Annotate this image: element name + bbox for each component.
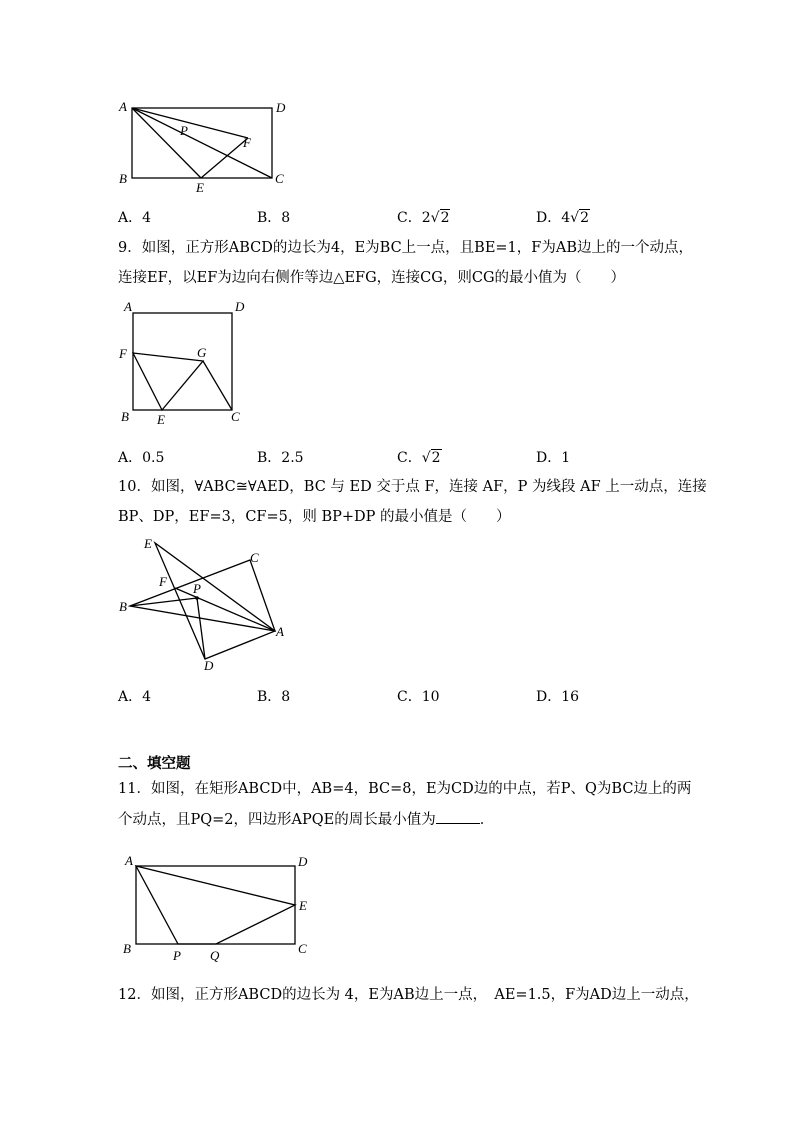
q9-label-C: C	[231, 409, 240, 424]
q9-figure	[115, 297, 255, 432]
q9-choice-d[interactable]: D．1	[536, 450, 571, 466]
q11-rectangle	[136, 866, 295, 944]
q9-line-CG	[203, 361, 232, 410]
q11-question-line-1: 11．如图，在矩形ABCD中，AB=4，BC=8，E为CD边的中点，若P、Q为BC边上的两	[118, 781, 692, 797]
sqrt-symbol: √2	[570, 210, 589, 226]
q11-label-Q: Q	[210, 948, 220, 963]
q10-question-line-2: BP、DP，EF=3，CF=5，则 BP+DP 的最小值是（ ）	[118, 509, 511, 525]
sqrt-symbol: √2	[421, 450, 441, 466]
q8-label-A: A	[119, 99, 127, 114]
q10-choice-a[interactable]: A．4	[118, 689, 152, 705]
q11-question-line-2: 个动点，且PQ=2，四边形APQE的周长最小值为 ．	[118, 809, 494, 830]
q9-label-B: B	[121, 409, 129, 424]
q8-choice-b[interactable]: B．8	[257, 210, 291, 226]
q9-label-E: E	[157, 412, 165, 427]
sqrt-symbol: √2	[430, 210, 450, 226]
q10-label-E: E	[144, 536, 152, 551]
q8-label-E: E	[196, 180, 204, 195]
q8-label-B: B	[119, 171, 127, 186]
q10-label-C: C	[250, 550, 259, 565]
q9-triangle-EFG	[133, 353, 203, 410]
q9-label-F: F	[119, 346, 127, 361]
q11-quadrilateral-APQE	[136, 866, 295, 944]
q9-square	[133, 313, 232, 410]
q10-choice-c[interactable]: C．10	[397, 689, 440, 705]
q12-question-line-1: 12．如图，正方形ABCD的边长为 4，E为AB边上一点， AE=1.5，F为AD边上一动点，	[118, 987, 699, 1003]
q9-label-D: D	[235, 299, 245, 314]
q9-choice-b[interactable]: B．2.5	[257, 450, 304, 466]
q9-question-line-2: 连接EF，以EF为边向右侧作等边△EFG，连接CG，则CG的最小值为（ ）	[118, 270, 626, 286]
q8-choice-c[interactable]: C．2√2	[397, 210, 450, 226]
q11-label-E: E	[299, 898, 307, 913]
q11-label-B: B	[123, 941, 131, 956]
q10-label-A: A	[276, 624, 284, 639]
q8-line-EF	[201, 138, 248, 178]
q11-label-A: A	[125, 853, 133, 868]
q8-label-P: P	[180, 123, 188, 138]
q10-figure	[115, 533, 295, 675]
q10-label-P: P	[193, 581, 201, 596]
q10-label-B: B	[119, 599, 127, 614]
q11-label-C: C	[298, 941, 307, 956]
q8-line-AE	[132, 108, 201, 178]
q8-line-AC	[132, 108, 272, 178]
section-title: 二、填空题	[118, 755, 191, 772]
q11-label-P: P	[173, 948, 181, 963]
q10-triangle-ABC	[130, 560, 275, 631]
q9-choice-c[interactable]: C．√2	[397, 450, 441, 466]
q9-label-G: G	[197, 345, 207, 360]
q10-question-line-1: 10．如图，∀ABC≅∀AED，BC 与 ED 交于点 F，连接 AF，P 为线段 AF 上一动点，连接	[118, 479, 707, 495]
q8-choice-d[interactable]: D．4√2	[536, 210, 589, 226]
q10-label-D: D	[204, 658, 214, 673]
q8-label-D: D	[276, 100, 286, 115]
q10-choice-b[interactable]: B．8	[257, 689, 291, 705]
q8-label-F: F	[243, 135, 251, 150]
q8-label-C: C	[275, 171, 284, 186]
q10-choice-d[interactable]: D．16	[536, 689, 580, 705]
q8-choice-a[interactable]: A．4	[118, 210, 152, 226]
answer-blank[interactable]	[436, 809, 480, 824]
q10-point-P	[195, 596, 199, 600]
q11-label-D: D	[298, 854, 308, 869]
q9-question-line-1: 9．如图，正方形ABCD的边长为4，E为BC上一点，且BE=1，F为AB边上的一个动点，	[118, 240, 693, 256]
q8-line-AF	[132, 108, 248, 138]
q9-label-A: A	[124, 299, 132, 314]
q9-choice-a[interactable]: A．0.5	[118, 450, 165, 466]
q8-figure	[115, 95, 295, 195]
q10-label-F: F	[159, 574, 167, 589]
q11-figure	[115, 850, 325, 965]
